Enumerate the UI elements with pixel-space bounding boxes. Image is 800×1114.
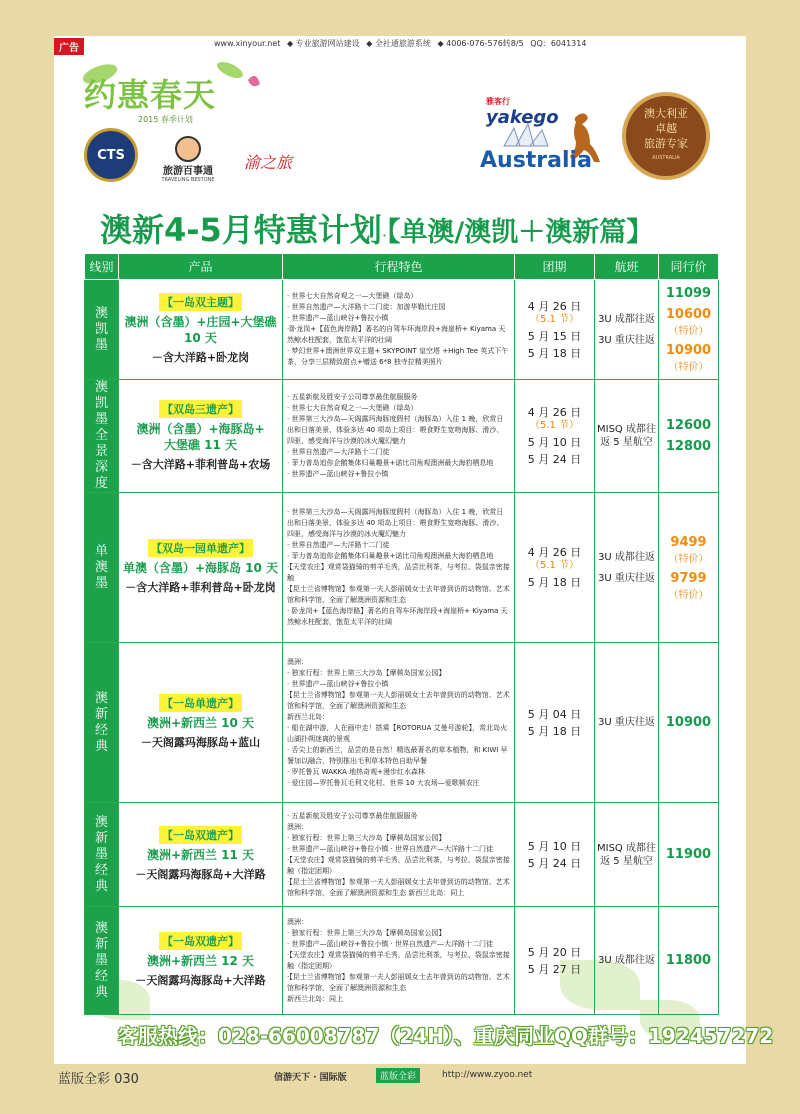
title-sub: 【单澳/澳凯＋澳新篇】 [386,217,654,248]
price-note: （特价） [668,362,709,373]
feature-line: · 世界七大自然奇观之一—大堡礁（绿岛） [287,292,418,300]
flight-value: 3U 重庆往返 [598,717,655,728]
feature-line: 新西兰北岛：同上 [287,994,343,1003]
feature-line: · 世界遗产—蓝山峡谷+鲁拉小镇 [287,314,389,322]
price-entry [659,439,718,454]
price-cell [659,380,719,493]
price-entry [659,307,718,337]
table-row [85,643,719,803]
date-value: 5 月 24 日 [527,453,582,466]
price-cell [659,907,719,1015]
date-value: 5 月 18 日 [527,346,582,360]
top-site[interactable]: www.xinyour.net [214,39,281,48]
flight-cell [595,380,659,493]
mascot-icon [175,136,201,162]
footer-badge: 蓝版全彩 [376,1068,420,1083]
feature-line: · 独家行程：世界上第三大沙岛【摩顿岛国家公园】 [287,928,446,937]
feature-line: · 世界遗产—蓝山峡谷+鲁拉小镇 [287,470,389,478]
dates-cell [515,280,595,380]
spring-subtitle: 2015 春季计划 [138,115,193,124]
price-value: 11800 [665,953,712,968]
feature-line: ·【昆士兰省博物馆】参观第一夫人彭丽媛女士去年曾到访的动物馆、艺术馆和科学馆，全面了解澳洲资源和生态 [287,585,510,604]
flight-value: 3U 成都往返 [598,313,655,325]
date-entry [515,708,594,721]
price-entry [659,343,718,373]
product-name: 澳洲（含墨）+庄园+大堡礁 [124,315,277,329]
price-entry [659,715,718,730]
baishitong-name: 旅游百事通 [163,166,213,177]
top-item: ◆ 全社通旅游系统 [366,39,431,48]
price-value: 9499 [670,534,707,550]
price-value: 11900 [665,847,712,862]
ad-badge: 广告 [54,38,84,55]
flight-value: 3U 成都往返 [598,551,655,563]
feature-line: ·卧龙岗+【蓝色海岸路】著名的自驾车环海岸段+海崖桥+ Kiyama 天然鲸水柱配套，饱览太平洋的壮阔 [287,325,506,344]
yuzhilv-logo: 渝之旅 [244,153,293,172]
feature-line: · 世界自然遗产—大洋路十二门徒 [287,448,390,456]
tour-price-table [84,253,719,1015]
top-item: ◆ 专业旅游网站建设 [286,39,360,48]
feature-line: · 舌尖上的新西兰，品尝的是自然！精选最著名的草本植物，和 KIWI 早餐加以融合，特别推出毛利草本特色自助早餐 [287,745,508,765]
product-cell [119,643,283,803]
cts-logo [84,128,138,182]
dates-cell [515,803,595,907]
feature-line: · 梦幻世界+澳洲世界双主题+ SKYPOINT 皇空塔 +High Tee 英式下午茶，分享三层精致甜点+赠送 6*8 独寺拉精美照片 [287,347,509,366]
features-cell [283,907,515,1015]
features-cell [283,493,515,643]
route-cell [85,803,119,907]
date-value: 5 月 18 日 [527,576,582,589]
feature-line: ·【天堂农庄】观赏袋猫骑的剪羊毛秀，品尝比利茶，与考拉、袋鼠亲密接触（指定团期） [287,950,510,970]
feature-line: · 爱庄园—罗托鲁瓦毛利文化村、世界 10 大农场—爱歌顿农庄 [287,778,480,787]
price-cell [659,643,719,803]
feature-line: · 世界自然遗产—大洋路十二门徒：加游华勒比庄园 [287,303,446,311]
dates-cell [515,643,595,803]
date-entry [515,330,594,343]
feature-line: ·【天堂农庄】观赏袋猫骑的剪羊毛秀，品尝比利茶，与考拉、袋鼠亲密接触（指定团期） [287,855,510,875]
seal-line: 卓越 [655,122,677,135]
feature-line: ·【昆士兰省博物馆】参观第一夫人彭丽媛女士去年曾到访的动物馆、艺术馆和科学馆，全面了解澳洲资源和生态 [287,972,510,992]
spring-campaign-logo [80,60,260,132]
top-phone: ◆ 4006-076-576转8/5 [437,39,524,48]
col-header-features: 行程特色 [283,254,515,280]
price-value: 12600 [665,418,712,433]
yakego-prefix: 雅客行 [486,97,510,106]
date-entry [515,436,594,449]
price-entry [659,953,718,968]
date-value: 4 月 26 日 [527,406,582,419]
feature-line: · 独家行程：世界上第三大沙岛【摩顿岛国家公园】 [287,668,446,677]
col-header-flight: 航班 [595,254,659,280]
feature-line: 澳洲： [287,822,308,831]
date-entry [515,946,594,959]
date-value: 5 月 10 日 [527,839,582,853]
title-dot: · [381,226,387,245]
flight-value: MISQ 成都往返 5 星航空 [597,424,656,448]
route-label: 澳凯墨 [94,305,108,353]
flight-value: 3U 成都往返 [598,955,655,966]
product-name: 澳洲（含墨）+海豚岛+ [136,421,265,436]
feature-line: ·【天堂农庄】观赏袋猫骑的剪羊毛秀，品尝比利茶，与考拉、袋鼠亲密接触 [287,563,510,582]
flight-cell [595,643,659,803]
date-note: （5.1 节） [529,560,580,571]
product-tag: 【双岛三遗产】 [159,400,242,418]
top-info-bar [214,38,590,49]
feature-line: · 世界遗产—蓝山峡谷+鲁拉小镇 [287,679,389,688]
footer-page-number: 蓝版全彩 030 [58,1072,139,1087]
feature-line: · 罗托鲁瓦 WAKKA 地热奇观+漫步红水森林 [287,767,425,776]
table-header-row [85,254,719,280]
opera-house-icon [500,122,560,148]
price-entry [659,286,718,301]
dates-cell [515,380,595,493]
footer-url[interactable]: http://www.zyoo.net [442,1070,533,1080]
date-entry [515,576,594,589]
yakego-text: yakego [486,107,559,128]
date-entry [515,963,594,976]
feature-line: · 世界七大自然奇观之一—大堡礁（绿岛） [287,404,418,412]
feature-line: 澳洲： [287,917,308,926]
route-label: 澳新经典 [94,690,108,754]
title-main: 澳新4-5月特惠计划 [100,211,382,249]
table-row [85,493,719,643]
flight-cell [595,493,659,643]
route-cell [85,380,119,493]
price-entry [659,571,718,601]
date-value: 5 月 20 日 [527,945,582,959]
flight-value: 3U 重庆往返 [598,572,655,584]
date-value: 5 月 10 日 [527,436,582,449]
feature-line: 新西兰北岛： [287,712,329,721]
product-name: 大堡礁 11 天 [163,437,238,452]
feature-line: ·【昆士兰省博物馆】参观第一夫人彭丽媛女士去年曾到访的动物馆、艺术馆和科学馆，全面了解澳洲资源和生态 [287,690,510,710]
product-cell [119,380,283,493]
date-entry [515,406,594,432]
features-cell [283,803,515,907]
table-row [85,380,719,493]
price-note: （特价） [668,589,709,601]
price-cell [659,280,719,380]
table-row [85,280,719,380]
feature-line: · 独家行程：世界上第三大沙岛【摩顿岛国家公园】 [287,833,446,842]
price-note: （特价） [668,553,709,565]
seal-line: 澳大利亚 [644,107,688,120]
col-header-product: 产品 [119,254,283,280]
product-tag: 【一岛双遗产】 [159,932,242,950]
product-desc: －天阁露玛海豚岛+大洋路 [135,974,266,987]
feature-line: · 世界第三大沙岛—天阁露玛海豚度假村（海豚岛）入住 1 晚，欣赏日出和日落美景、体验多达 40 项岛上项目：喂食野生宽吻海豚、滑沙、四驱，感受海洋与沙漠的冰火魔幻魅力 [287,508,504,538]
date-entry [515,546,594,572]
product-name: 澳洲+新西兰 10 天 [146,716,255,730]
product-tag: 【一岛双主题】 [159,293,242,311]
col-header-dates: 团期 [515,254,595,280]
australia-wordmark: Australia [480,148,592,173]
features-cell [283,643,515,803]
date-entry [515,300,594,326]
route-cell [85,493,119,643]
date-entry [515,725,594,738]
feature-line: 澳洲： [287,657,308,666]
product-cell [119,907,283,1015]
features-cell [283,380,515,493]
route-label: 澳新墨经典 [94,920,108,1000]
footer-publication: 信游天下 · 国际版 [274,1073,347,1083]
product-desc: －天阁露玛海豚岛+大洋路 [135,868,266,881]
page-title [100,205,653,251]
feature-line: · 船在湖中游，人在画中走！搭乘【ROTORUA 艾曼号游轮】，赏北岛火山湖扑朔迷离的景观 [287,723,508,743]
product-name: 单澳（含墨）+海豚岛 10 天 [122,561,279,575]
route-label: 澳凯墨全景深度 [94,380,108,491]
product-name: 澳洲+新西兰 11 天 [146,848,255,862]
date-entry [515,857,594,870]
baishitong-en: TRAVELING BESTONE [161,177,215,183]
flight-cell [595,803,659,907]
price-entry [659,535,718,565]
date-value: 4 月 26 日 [527,299,582,313]
date-entry [515,840,594,853]
price-value: 10900 [665,715,712,730]
price-value: 11099 [665,286,712,301]
feature-line: · 菲力普岛追你企鹅集体归巢趣景+诺比司角观澳洲最大海豹栖息地 [287,552,494,560]
product-desc: －含大洋路+菲利普岛+农场 [130,457,271,471]
feature-line: · 菲力普岛追你企鹅集体归巢趣景+诺比司角观澳洲最大海豹栖息地 [287,459,494,467]
route-label: 单澳墨 [94,543,108,591]
price-value: 12800 [665,439,712,454]
date-value: 5 月 27 日 [527,962,582,976]
date-note: （5.1 节） [529,313,580,325]
route-cell [85,643,119,803]
flight-cell [595,907,659,1015]
price-value: 10600 [665,307,712,322]
product-cell [119,493,283,643]
feature-line: · 世界遗产—蓝山峡谷+鲁拉小镇 · 世界自然遗产—大洋路十二门徒 [287,939,493,948]
flight-value: 3U 重庆往返 [598,334,655,346]
product-name: 10 天 [184,331,217,345]
date-value: 5 月 04 日 [527,707,582,721]
product-desc: －天阁露玛海豚岛+蓝山 [140,736,261,749]
product-tag: 【一岛单遗产】 [159,694,242,712]
flight-value: MISQ 成都往返 5 星航空 [597,842,656,867]
top-qq: QQ：6041314 [530,39,587,48]
route-label: 澳新墨经典 [94,814,108,894]
feature-line: · 五星新航及胜安子公司尊享最佳航服服务 [287,811,418,820]
feature-line: · 世界自然遗产—大洋路十二门徒 [287,541,390,549]
route-cell [85,280,119,380]
date-value: 5 月 18 日 [527,724,582,738]
product-tag: 【双岛一园单遗产】 [148,539,253,557]
feature-line: · 五星新航及胜安子公司尊享最佳航服服务 [287,393,418,401]
col-header-price: 同行价 [659,254,719,280]
route-cell [85,907,119,1015]
date-value: 4 月 26 日 [527,546,582,559]
spring-title: 约惠春天 [84,76,217,114]
dates-cell [515,493,595,643]
price-value: 10900 [665,343,712,358]
date-entry [515,347,594,360]
seal-en: AUSTRALIA [652,155,680,161]
price-entry [659,847,718,862]
seal-line: 旅游专家 [644,137,688,150]
product-desc: －含大洋路+菲利普岛+卧龙岗 [125,581,276,594]
price-note: （特价） [668,326,709,337]
table-row [85,803,719,907]
product-cell [119,803,283,907]
product-name: 澳洲+新西兰 12 天 [146,954,255,968]
date-value: 5 月 24 日 [527,856,582,870]
baishitong-logo [148,136,228,183]
product-tag: 【一岛双遗产】 [159,826,242,844]
australia-expert-seal [622,92,710,180]
date-note: （5.1 节） [529,420,580,431]
date-entry [515,453,594,466]
col-header-route: 线别 [85,254,119,280]
table-row [85,907,719,1015]
cts-text: CTS [97,147,125,163]
price-cell [659,803,719,907]
price-entry [659,418,718,433]
product-cell [119,280,283,380]
flight-cell [595,280,659,380]
price-cell [659,493,719,643]
product-desc: －含大洋路+卧龙岗 [151,351,250,364]
features-cell [283,280,515,380]
feature-line: · 世界遗产—蓝山峡谷+鲁拉小镇 · 世界自然遗产—大洋路十二门徒 [287,844,493,853]
feature-line: · 卧龙岗+【蓝色海岸路】著名的自驾车环海岸段+海崖桥+ Kiyama 天然鲸水柱配套，饱览太平洋的壮阔 [287,607,508,626]
hotline-banner: 客服热线：028-66008787（24H）、重庆同业QQ群号：192457272 [118,1024,774,1048]
price-value: 9799 [670,570,707,586]
dates-cell [515,907,595,1015]
date-value: 5 月 15 日 [527,329,582,343]
feature-line: ·【昆士兰省博物馆】参观第一夫人彭丽媛女士去年曾到访的动物馆、艺术馆和科学馆，全面了解澳洲资源和生态 新西兰北岛：同上 [287,877,510,897]
feature-line: · 世界第三大沙岛—天阁露玛海豚度假村（海豚岛）入住 1 晚，欣赏日出和日落美景、体验多达 40 项岛上项目：喂食野生宽吻海豚、滑沙、四驱，感受海洋与沙漠的冰火魔幻魅力 [287,415,504,445]
